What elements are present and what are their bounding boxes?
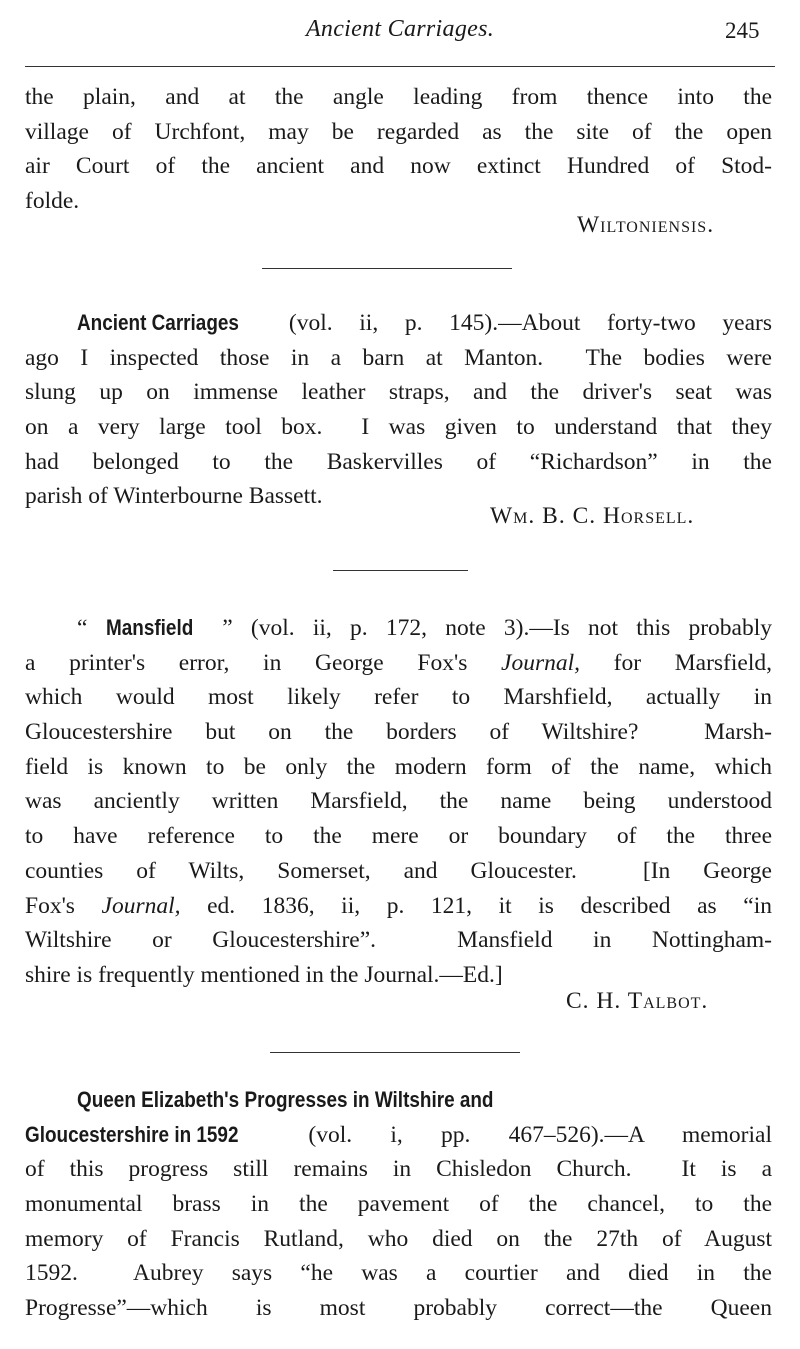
signature-wiltoniensis: Wiltoniensis. [577, 212, 715, 238]
text-line [25, 750, 772, 785]
body-text: parish of Winterbourne Bassett. [25, 483, 323, 510]
body-text: “ [77, 615, 106, 641]
body-text: to have reference to the mere or boundary of the three [25, 823, 772, 850]
body-text: ago I inspected those in a barn at Manton. The bodies were [25, 344, 772, 371]
text-line [25, 1152, 772, 1187]
text-line [25, 819, 772, 854]
italic-text: Journal, [101, 892, 181, 919]
text-line [25, 1118, 772, 1153]
body-text: folde. [25, 188, 80, 215]
body-text: Gloucestershire but on the borders of Wiltshire? Marsh- [25, 719, 772, 746]
body-text: slung up on immense leather straps, and the driver's seat was [25, 379, 772, 406]
body-text: on a very large tool box. I was given to understand that they [25, 414, 772, 441]
body-text: monumental brass in the pavement of the chancel, to the [25, 1191, 772, 1218]
body-text: (vol. ii, p. 145).—About forty-two years [262, 310, 772, 336]
text-line [25, 923, 772, 958]
article-mansfield [25, 611, 772, 993]
text-line [25, 646, 772, 681]
body-text: field is known to be only the modern form of the name, which [25, 753, 772, 780]
page-number: 245 [725, 18, 760, 43]
body-text: a printer's error, in George Fox's [25, 649, 502, 676]
section-divider [262, 268, 512, 269]
text-line [25, 889, 772, 924]
body-text: the plain, and at the angle leading from thence into the [25, 84, 772, 110]
article-heading: Ancient Carriages [77, 310, 239, 335]
body-text: Fox's [25, 892, 102, 919]
text-line [25, 410, 772, 445]
text-line [25, 715, 772, 750]
text-line [25, 375, 772, 410]
body-text: had belonged to the Baskervilles of “Richardson” in the [25, 448, 772, 475]
text-line [25, 611, 772, 646]
text-line [25, 1291, 772, 1326]
text-line [25, 1083, 772, 1118]
running-header-title: Ancient Carriages. [305, 16, 495, 42]
body-text: air Court of the ancient and now extinct Hundred of Stod- [25, 153, 772, 180]
article-heading: Mansfield [105, 615, 193, 640]
signature-horsell: Wm. B. C. Horsell. [490, 503, 695, 529]
article-queen-elizabeth [25, 1083, 772, 1326]
body-text: which would most likely refer to Marshfield, actually in [25, 684, 772, 711]
text-line [25, 1222, 772, 1257]
text-line [25, 80, 772, 115]
body-text: (vol. i, pp. 467–526).—A memorial [270, 1121, 772, 1148]
body-text: ” (vol. ii, p. 172, note 3).—Is not this probably [204, 615, 772, 641]
section-divider [333, 570, 468, 571]
text-line [25, 784, 772, 819]
section-divider [270, 1052, 520, 1053]
body-text: 1592. Aubrey says “he was a courtier and died in the [25, 1260, 772, 1287]
body-text: counties of Wilts, Somerset, and Gloucester. [In George [25, 857, 772, 884]
body-text: ed. 1836, ii, p. 121, it is described as “in [180, 892, 772, 919]
article-continuation [25, 80, 772, 219]
signature-talbot: C. H. Talbot. [566, 988, 709, 1014]
body-text: village of Urchfont, may be regarded as the site of the open [25, 118, 772, 145]
body-text: shire is frequently mentioned in the Journal.—Ed.] [25, 961, 503, 988]
body-text: Wiltshire or Gloucestershire”. Mansfield in Nottingham- [25, 927, 772, 954]
italic-text: Journal, [501, 649, 581, 676]
text-line [25, 306, 772, 341]
article-heading: Queen Elizabeth's Progresses in Wiltshire and [77, 1087, 494, 1112]
text-line [25, 445, 772, 480]
text-line [25, 1256, 772, 1291]
article-heading: Gloucestershire in 1592 [25, 1121, 239, 1147]
text-line [25, 1187, 772, 1222]
text-line [25, 341, 772, 376]
text-line [25, 149, 772, 184]
body-text: Progresse”—which is most probably correct—the Queen [25, 1295, 772, 1322]
body-text: for Marsfield, [580, 649, 772, 676]
body-text: was anciently written Marsfield, the name being understood [25, 788, 772, 815]
text-line [25, 854, 772, 889]
header-rule [25, 66, 775, 67]
text-line [25, 115, 772, 150]
text-line [25, 680, 772, 715]
body-text: of this progress still remains in Chisledon Church. It is a [25, 1156, 772, 1183]
article-ancient-carriages [25, 306, 772, 514]
body-text: memory of Francis Rutland, who died on the 27th of August [25, 1225, 772, 1252]
